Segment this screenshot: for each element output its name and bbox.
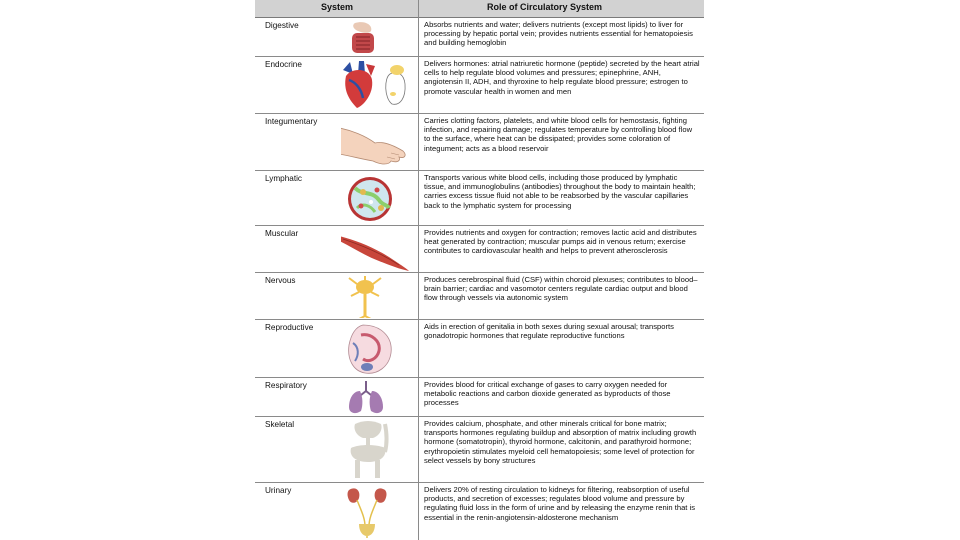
circulatory-role: Carries clotting factors, platelets, and white blood cells for hemostasis, fighting infection, and repairing damage; regulates temperature by controlling blood flow to the surface, where heat can be dissipated; provides some coloration of integument; acts as a blood reservoir (424, 116, 693, 153)
system-name: Urinary (265, 486, 292, 495)
skeleton-icon (341, 420, 413, 480)
circulatory-role: Provides calcium, phosphate, and other minerals critical for bone matrix; transports hormones regulating buildup and absorption of matrix including growth hormone (somatotropin), thyroid hormone, calcitonin, and parathyroid hormone; erythropoietin stimulates myeloid cell hematopoiesis; some level of protection for select vessels by bony structures (424, 419, 697, 465)
digestive-organs-icon (341, 21, 413, 55)
muscle-icon (341, 229, 413, 271)
table-row-muscular (255, 226, 704, 273)
system-name: Integumentary (265, 117, 318, 126)
header-role: Role of Circulatory System (487, 2, 603, 12)
table-row-lymphatic (255, 171, 704, 226)
neuron-icon (341, 276, 413, 318)
circulatory-role: Transports various white blood cells, including those produced by lymphatic tissue, and immunoglobulins (antibodies) throughout the body to maintain health; carries excess tissue fluid not able to be reabsorbed by the vascular capillaries back to the lymphatic system for processing (424, 173, 696, 210)
table-row-digestive (255, 18, 704, 57)
lungs-icon (341, 381, 413, 415)
hand-skin-icon (341, 117, 413, 169)
circulatory-role: Absorbs nutrients and water; delivers nutrients (except most lipids) to liver for processing by hepatic portal vein; provides nutrients essential for hematopoiesis and building hemoglobin (424, 20, 693, 48)
system-name: Digestive (265, 21, 299, 30)
circulatory-role: Provides blood for critical exchange of gases to carry oxygen needed for metabolic reactions and carbon dioxide generated as byproducts of those processes (424, 380, 671, 408)
circulatory-role: Delivers hormones: atrial natriuretic hormone (peptide) secreted by the heart atrial cells to help regulate blood volumes and pressures; epinephrine, ANH, angiotensin II, ADH, and thyroxine to help regulate blood pressure; estrogen to promote vascular health in women and men (424, 59, 700, 96)
table-header (255, 0, 704, 18)
kidney-urinary-icon (341, 486, 413, 538)
lymph-node-icon (341, 174, 413, 224)
circulatory-roles-table (255, 0, 704, 540)
system-name: Lymphatic (265, 174, 303, 183)
system-name: Reproductive (265, 323, 314, 332)
system-name: Skeletal (265, 420, 295, 429)
system-name: Respiratory (265, 381, 307, 390)
circulatory-role: Delivers 20% of resting circulation to kidneys for filtering, reabsorption of useful products, and secretion of excesses; regulates blood volume and pressure by regulating fluid loss in the form of urine and by releasing the enzyme renin that is essential in the renin-angiotensin-aldosterone mechanism (424, 485, 695, 522)
system-name: Nervous (265, 276, 296, 285)
table-row-nervous (255, 273, 704, 320)
table-row-reproductive (255, 320, 704, 378)
endocrine-glands-icon (341, 60, 413, 112)
table-row-endocrine (255, 57, 704, 114)
table-row-respiratory (255, 378, 704, 417)
circulatory-role: Produces cerebrospinal fluid (CSF) within choroid plexuses; contributes to blood–brain barrier; cardiac and vasomotor centers regulate cardiac output and blood flow through vessels via autonomic system (424, 275, 698, 303)
table-row-skeletal (255, 417, 704, 483)
reproductive-organs-icon (341, 323, 413, 376)
circulatory-role: Provides nutrients and oxygen for contraction; removes lactic acid and distributes heat generated by contraction; muscular pumps aid in venous return; exercise contributes to cardiovascular health and helps to prevent atherosclerosis (424, 228, 697, 256)
table-row-integumentary (255, 114, 704, 171)
table-row-urinary (255, 483, 704, 539)
system-name: Endocrine (265, 60, 302, 69)
circulatory-role: Aids in erection of genitalia in both sexes during sexual arousal; transports gonadotropic hormones that regulate reproductive functions (424, 322, 674, 341)
system-name: Muscular (265, 229, 299, 238)
header-system: System (321, 2, 354, 12)
